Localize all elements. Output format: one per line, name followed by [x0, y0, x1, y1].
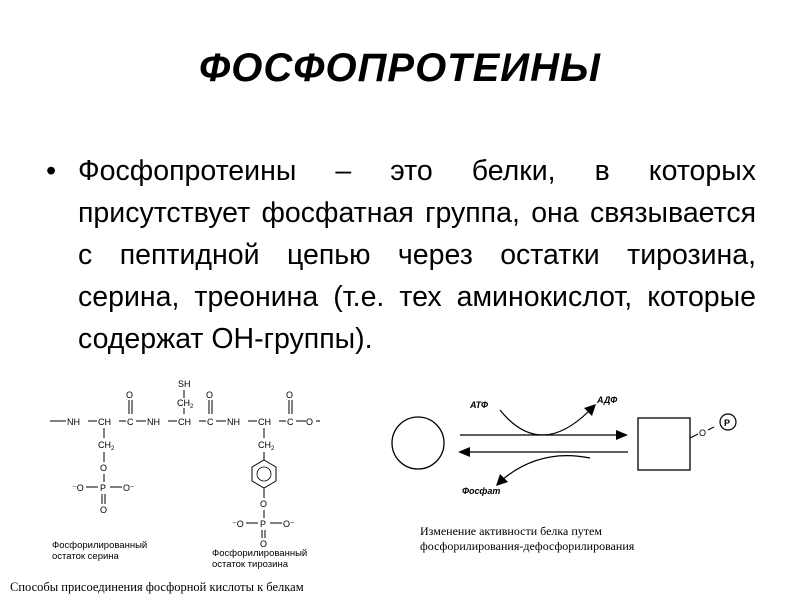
ch2-label-tyr: CH — [258, 440, 271, 450]
svg-text:2: 2 — [271, 446, 275, 452]
forward-arrow-icon — [616, 430, 628, 440]
right-caption-line1: Изменение активности белка путем — [420, 524, 602, 538]
ch2-label-ser: CH — [98, 440, 111, 450]
o-label-end: O — [306, 417, 314, 427]
backward-arrow-icon — [458, 447, 470, 457]
bottom-caption: Способы присоединения фосфорной кислоты к белкам — [10, 580, 304, 594]
carbonyl-o-1: O — [126, 390, 134, 400]
phosphorylation-cycle-diagram — [392, 404, 736, 486]
label-serine-line1: Фосфорилированный — [52, 540, 148, 551]
protein-square-icon — [638, 418, 690, 470]
o-minus-tyr-right: O⁻ — [283, 519, 295, 529]
ch-label-2: CH — [178, 417, 191, 427]
ch-label-3: CH — [258, 417, 271, 427]
label-tyrosine-line1: Фосфорилированный — [212, 548, 308, 559]
c-label-1: C — [127, 417, 134, 427]
label-tyrosine-line2: остаток тирозина — [212, 559, 288, 570]
svg-text:2: 2 — [111, 446, 115, 452]
svg-text:2: 2 — [190, 404, 194, 410]
right-caption-line2: фосфорилирования-дефосфорилирования — [420, 539, 635, 553]
benzene-ring-icon — [252, 460, 276, 488]
o-label-tyr: O — [260, 499, 268, 509]
p-label-tyr: P — [260, 519, 267, 529]
o-link-label: O — [699, 428, 707, 438]
bullet-item — [46, 150, 756, 372]
p-circle-label: P — [724, 418, 731, 428]
phosphate-label: Фосфат — [462, 486, 501, 496]
o-minus-ser-left: ⁻O — [72, 483, 84, 493]
atp-label: АТФ — [470, 400, 488, 410]
nh-label-1: NH — [67, 417, 80, 427]
o-label-ser: O — [100, 463, 108, 473]
o-minus-ser-right: O⁻ — [123, 483, 135, 493]
sh-label: SH — [178, 379, 191, 389]
p-label-ser: P — [100, 483, 107, 493]
protein-circle-icon — [392, 417, 444, 469]
nh-label-2: NH — [147, 417, 160, 427]
peptide-chain-diagram — [50, 379, 320, 549]
o-label-tyr-bottom: O — [260, 539, 268, 549]
ch2-label-cys: CH — [177, 398, 190, 408]
o-minus-tyr-left: ⁻O — [232, 519, 244, 529]
phosphoprotein-figure — [0, 370, 800, 600]
c-label-2: C — [207, 417, 214, 427]
carbonyl-o-3: O — [286, 390, 294, 400]
adp-label: АДФ — [597, 395, 618, 405]
o-label-ser-bottom: O — [100, 505, 108, 515]
c-label-3: C — [287, 417, 294, 427]
slide-title: ФОСФОПРОТЕИНЫ — [199, 46, 601, 90]
ch-label-1: CH — [98, 417, 111, 427]
carbonyl-o-2: O — [206, 390, 214, 400]
bullet-text: Фосфопротеины – это белки, в которых присутствует фосфатная группа, она связывается с пептидной цепью через остатки тирозина, серина, треонина (т.е. тех аминокислот, которые содержат OH-группы). — [78, 155, 756, 355]
bullet-icon: • — [46, 155, 57, 187]
label-serine-line2: остаток серина — [52, 551, 119, 562]
nh-label-3: NH — [227, 417, 240, 427]
